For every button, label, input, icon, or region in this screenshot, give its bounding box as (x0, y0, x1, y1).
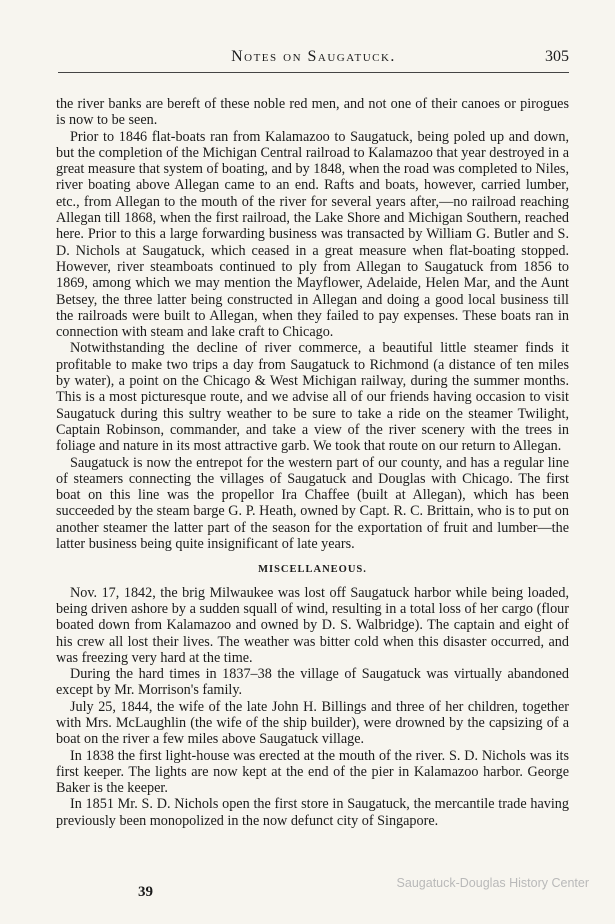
paragraph-hard-times: During the hard times in 1837–38 the village of Saugatuck was virtually abandoned except by Mr. Morrison's family. (56, 666, 569, 699)
section-heading-miscellaneous: MISCELLANEOUS. (258, 564, 367, 576)
page-number: 305 (545, 48, 569, 65)
running-head (58, 46, 569, 73)
paragraph-light-house: In 1838 the first light-house was erected at the mouth of the river. S. D. Nichols was its first keeper. The lights are now kept at the end of the pier in Kalamazoo harbor. George Baker is the keeper. (56, 747, 569, 797)
signature-mark: 39 (138, 884, 153, 900)
paragraph-drowning: July 25, 1844, the wife of the late John H. Billings and three of her children, together with Mrs. McLaughlin (the wife of the ship builder), were drowned by the capsizing of a boat on the river a few miles above Saugatuck village. (56, 698, 569, 748)
paragraph-entrepot: Saugatuck is now the entrepot for the western part of our county, and has a regular line of steamers connecting the villages of Saugatuck and Douglas with Chicago. The first boat on this line was the propellor Ira Chaffee (built at Allegan), which has been succeeded by the steam barge G. P. Heath, owned by Capt. R. C. Brittain, who is to put on another steamer the latter part of the season for the exportation of fruit and lumber—the latter business being quite insignificant of late years. (56, 454, 569, 553)
paragraph-flat-boats: Prior to 1846 flat-boats ran from Kalamazoo to Saugatuck, being poled up and down, but the completion of the Michigan Central railroad to Kalamazoo that year destroyed in a great measure that system of boating, and by 1848, when the road was completed to Niles, river boating above Allegan came to an end. Rafts and boats, however, carried lumber, etc., from Allegan to the mouth of the river for several years after,—no railroad reaching Allegan till 1868, when the first railroad, the Lake Shore and Michigan Southern, reached here. Prior to this a large forwarding business was transacted by William G. Butler and S. D. Nichols at Saugatuck, which ceased in a great measure when flat-boating stopped. However, river steamboats continued to ply from Allegan to Saugatuck from 1856 to 1869, among which we may mention the Mayflower, Adelaide, Helen Mar, and the Aunt Betsey, the three latter being constructed in Allegan and doing a good local business till the railroads were built to Allegan, when they failed to pay expenses. These boats ran in connection with steam and lake craft to Chicago. (56, 128, 569, 341)
watermark: Saugatuck-Douglas History Center (396, 876, 589, 890)
paragraph-brig-milwaukee: Nov. 17, 1842, the brig Milwaukee was lost off Saugatuck harbor while being loaded, being driven ashore by a sudden squall of wind, resulting in a total loss of her cargo (flour boated down from Kalamazoo and owned by D. S. Walbridge). The captain and eight of his crew all lost their lives. The weather was bitter cold when this disaster occurred, and was freezing very hard at the time. (56, 584, 569, 666)
running-title: Notes on Saugatuck. (231, 48, 396, 65)
body-text (56, 96, 569, 829)
paragraph-first-store: In 1851 Mr. S. D. Nichols open the first store in Saugatuck, the mercantile trade having previously been monopolized in the now defunct city of Singapore. (56, 796, 569, 829)
paragraph-continued: the river banks are bereft of these noble red men, and not one of their canoes or pirogues is now to be seen. (56, 96, 569, 129)
paragraph-river-commerce: Notwithstanding the decline of river commerce, a beautiful little steamer finds it profitable to make two trips a day from Saugatuck to Richmond (a distance of ten miles by water), a point on the Chicago & West Michigan railway, during the summer months. This is a most picturesque route, and we advise all of our friends having occasion to visit Saugatuck during this sultry weather to be sure to take a ride on the steamer Twilight, Captain Robinson, commander, and take a view of the river scenery with the trees in foliage and nature in its most attractive garb. We took that route on our return to Allegan. (56, 340, 569, 455)
